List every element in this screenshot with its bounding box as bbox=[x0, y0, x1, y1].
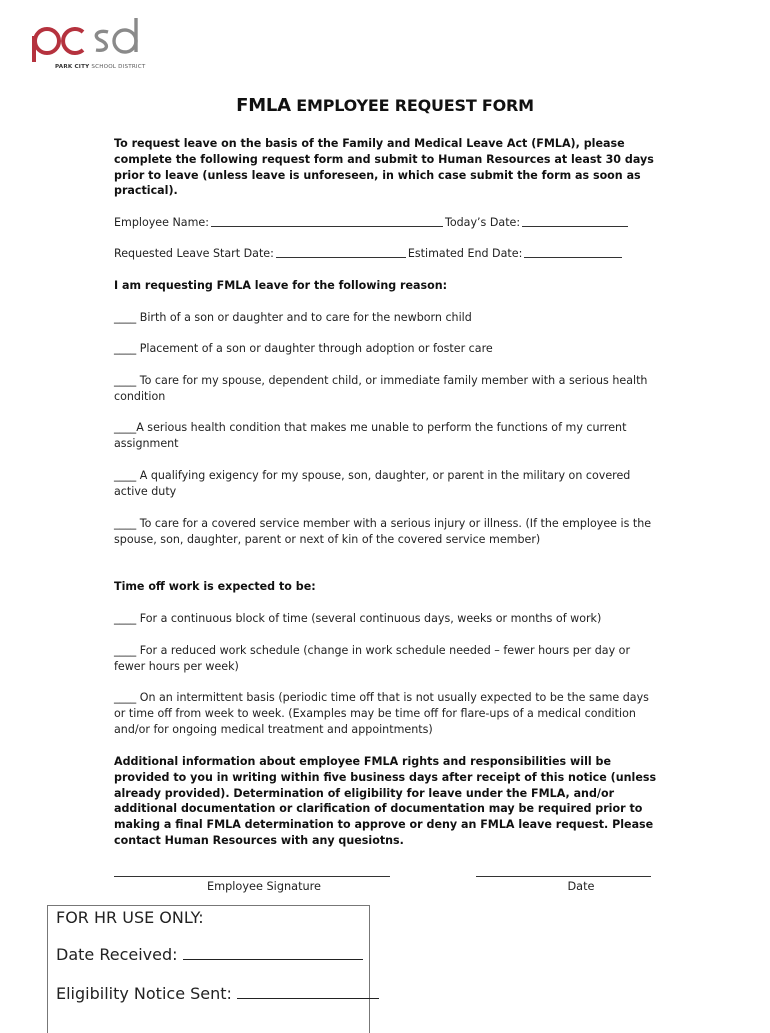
eligibility-notice-row bbox=[56, 984, 379, 1003]
employee-signature-line[interactable] bbox=[114, 876, 390, 877]
form-title: FMLA EMPLOYEE REQUEST FORM bbox=[236, 95, 534, 116]
employee-name-field[interactable] bbox=[211, 215, 443, 227]
leave-start-label: Requested Leave Start Date: bbox=[114, 247, 274, 260]
time-off-option[interactable]: ____ For a continuous block of time (several continuous days, weeks or months of work) bbox=[114, 612, 602, 625]
employee-name-row bbox=[114, 215, 659, 231]
time-off-heading: Time off work is expected to be: bbox=[114, 580, 316, 593]
reason-option[interactable]: ____ Birth of a son or daughter and to care for the newborn child bbox=[114, 311, 472, 324]
intro-paragraph: To request leave on the basis of the Family and Medical Leave Act (FMLA), please complete the following request form and submit to Human Resources at least 30 days prior to leave (unless leave is unforeseen, in which case submit the form as soon as practical). bbox=[114, 137, 654, 198]
reason-option[interactable]: ____ A qualifying exigency for my spouse, son, daughter, or parent in the military on covered active duty bbox=[114, 469, 631, 498]
reason-option[interactable]: ____ To care for a covered service member with a serious injury or illness. (If the employee is the spouse, son, daughter, parent or next of kin of the covered service member) bbox=[114, 517, 652, 546]
reason-option[interactable]: ____ To care for my spouse, dependent child, or immediate family member with a serious health condition bbox=[114, 374, 648, 403]
hr-use-only-box bbox=[47, 905, 370, 1033]
date-signature-line[interactable] bbox=[476, 876, 651, 877]
time-off-option[interactable]: ____ On an intermittent basis (periodic time off that is not usually expected to be the same days or time off from week to week. (Examples may be time off for flare-ups of a medical condition and/or for ongoing medical treatment and appointments) bbox=[114, 691, 649, 736]
employee-signature-label: Employee Signature bbox=[206, 880, 322, 893]
date-received-label: Date Received: bbox=[56, 945, 183, 964]
todays-date-field[interactable] bbox=[522, 215, 628, 227]
todays-date-label: Today’s Date: bbox=[444, 216, 521, 229]
leave-start-field[interactable] bbox=[276, 246, 406, 258]
date-received-row bbox=[56, 945, 363, 964]
date-received-field[interactable] bbox=[183, 945, 363, 960]
hr-box-heading: FOR HR USE ONLY: bbox=[56, 908, 204, 927]
leave-dates-row bbox=[114, 246, 659, 262]
date-signature-label: Date bbox=[567, 880, 595, 893]
logo-caption: PARK CITY SCHOOL DISTRICT bbox=[55, 64, 146, 70]
additional-info-paragraph: Additional information about employee FMLA rights and responsibilities will be provided to you in writing within five business days after receipt of this notice (unless already provided). Determination of eligibility for leave under the FMLA, and/or additional documentation or clarification of documentation may be required prior to making a final FMLA determination to approve or deny an FMLA leave request. Please contact Human Resources with any quesiotns. bbox=[114, 755, 657, 847]
district-logo bbox=[28, 14, 146, 78]
eligibility-notice-field[interactable] bbox=[237, 984, 379, 999]
reason-heading: I am requesting FMLA leave for the following reason: bbox=[114, 279, 448, 292]
reason-option[interactable]: ____A serious health condition that makes me unable to perform the functions of my current assignment bbox=[114, 421, 627, 450]
reason-option[interactable]: ____ Placement of a son or daughter through adoption or foster care bbox=[114, 342, 493, 355]
employee-name-label: Employee Name: bbox=[114, 216, 209, 229]
time-off-option[interactable]: ____ For a reduced work schedule (change in work schedule needed – fewer hours per day or fewer hours per week) bbox=[114, 644, 631, 673]
end-date-label: Estimated End Date: bbox=[407, 247, 523, 260]
eligibility-notice-label: Eligibility Notice Sent: bbox=[56, 984, 238, 1003]
pcsd-logo-mark-icon bbox=[28, 14, 146, 66]
end-date-field[interactable] bbox=[524, 246, 622, 258]
